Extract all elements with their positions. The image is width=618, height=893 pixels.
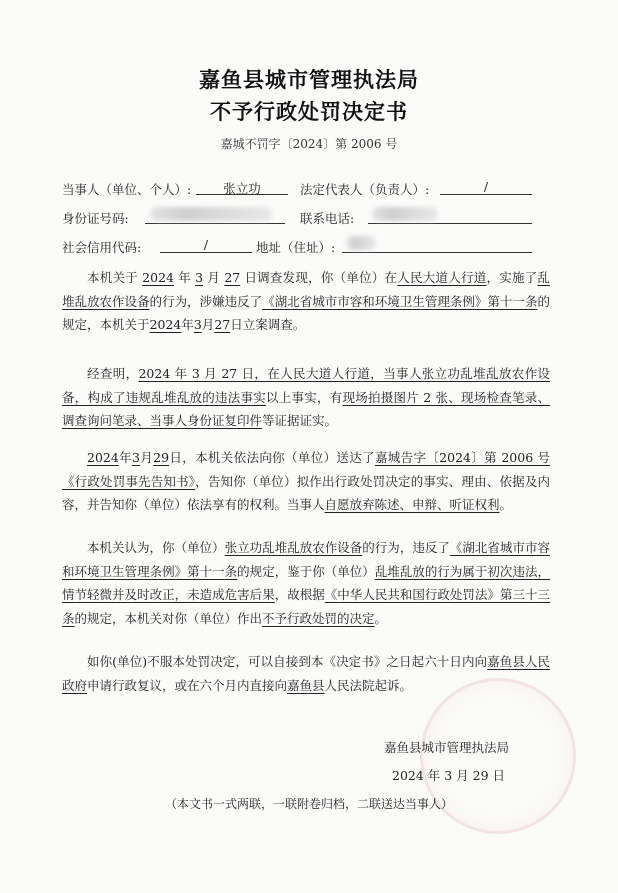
redacted-phone bbox=[372, 207, 438, 221]
paragraph-decision: 本机关认为，你（单位）张立功乱堆乱放农作设备的行为，违反了《湖北省城市市容和环境卫生管理条例》第十一条的规定，鉴于你（单位）乱堆乱放的行为属于初次违法，情节轻微并及时改正，未造成危害后果，故根据《中华人民共和国行政处罚法》第三十三条的规定，本机关对你（单位）作出不予行政处罚的决定。 bbox=[62, 540, 550, 626]
legal-rep-value: / bbox=[440, 179, 532, 195]
paragraph-investigation: 本机关于 2024 年 3 月 27 日调查发现，你（单位）在人民大道人行道，实施了乱堆乱放农作设备的行为，涉嫌违反了《湖北省城市市容和环境卫生管理条例》第十一条的规定，本机关于2024年3月27日立案调查。 bbox=[62, 270, 550, 332]
id-number-label: 身份证号码: bbox=[62, 211, 129, 226]
document-number: 嘉城不罚字〔2024〕第 2006 号 bbox=[220, 137, 398, 151]
issuing-authority-title: 嘉鱼县城市管理执法局 bbox=[199, 67, 419, 92]
phone-label: 联系电话: bbox=[300, 211, 355, 226]
party-value: 张立功 bbox=[196, 179, 288, 195]
credit-code-value: / bbox=[160, 237, 252, 253]
paragraph-findings: 经查明，2024 年 3 月 27 日，在人民大道人行道，当事人张立功乱堆乱放农作设备，构成了违规乱堆乱放的违法事实以上事实，有现场拍摄图片 2 张、现场检查笔录、调查询问笔录、当事人身份证复印件等证据证实。 bbox=[62, 366, 550, 428]
signature-date: 2024 年 3 月 29 日 bbox=[392, 768, 506, 783]
copy-note: （本文书一式两联，一联附卷归档，二联送达当事人） bbox=[164, 797, 453, 811]
signature-organization: 嘉鱼县城市管理执法局 bbox=[384, 740, 510, 755]
legal-rep-label: 法定代表人（负责人）: bbox=[300, 182, 430, 197]
address-label: 地址（住址）: bbox=[256, 240, 336, 255]
redacted-id-number bbox=[150, 207, 272, 221]
document-title: 不予行政处罚决定书 bbox=[210, 99, 408, 124]
redacted-address bbox=[346, 236, 376, 250]
paragraph-appeal-rights: 如你(单位)不服本处罚决定，可以自接到本《决定书》之日起六十日内向嘉鱼县人民政府申请行政复议，或在六个月内直接向嘉鱼县人民法院起诉。 bbox=[62, 654, 550, 693]
party-label: 当事人（单位、个人）: bbox=[62, 182, 192, 197]
credit-code-label: 社会信用代码: bbox=[62, 240, 142, 255]
paragraph-notice: 2024年3月29日，本机关依法向你（单位）送达了嘉城告字〔2024〕第 2006 号《行政处罚事先告知书》，告知你（单位）拟作出行政处罚决定的事实、理由、依据及内容，并告知你（单位）依法享有的权利。当事人自愿放弃陈述、申辩、听证权利。 bbox=[62, 450, 550, 512]
